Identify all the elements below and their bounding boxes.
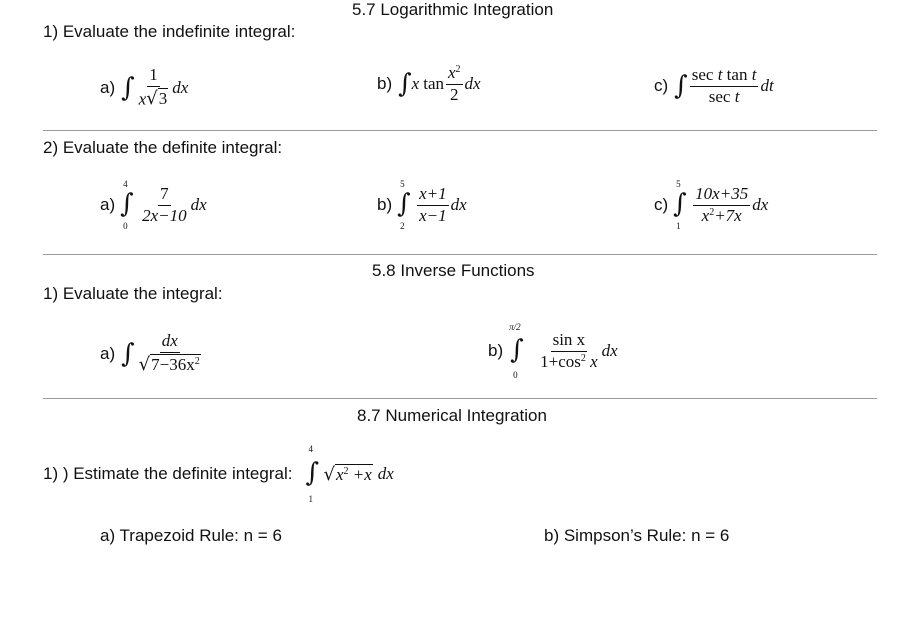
part-simpson: b) Simpson’s Rule: n = 6 <box>544 526 730 545</box>
prompt-estimate: 1) ) Estimate the definite integral: <box>43 464 293 483</box>
integral-sign-icon: ∫ <box>121 72 135 103</box>
section-title-8-7: 8.7 Numerical Integration <box>357 406 547 425</box>
problem-5-8-b: b) π/2 ∫ 0 $\frac{\text{sin x}}{1+\cos^2 x}$ dx <box>488 322 618 380</box>
problem-5-7-1a: a) ∫ 1 x √ 3 dx <box>100 65 189 110</box>
definite-integral-sign: 5 ∫ 1 <box>673 179 687 231</box>
integral-sign-icon: ∫ <box>305 458 320 488</box>
divider <box>43 130 877 131</box>
section-title-5-8: 5.8 Inverse Functions <box>372 261 535 280</box>
problem-5-7-1b: b) ∫ x tan $\frac{x^2}{2}$ dx <box>377 63 481 104</box>
integral-sign-icon: ∫ <box>673 189 687 219</box>
problem-2a: a) 4 ∫ 0 $\frac{7}{2x-10}$ dx <box>100 179 207 231</box>
prompt-integral: 1) Evaluate the integral: <box>43 284 223 303</box>
problem-label: c) <box>654 195 669 214</box>
section-title-5-7: 5.7 Logarithmic Integration <box>352 0 554 19</box>
problem-label: a) <box>100 77 116 97</box>
problem-label: a) <box>100 195 116 214</box>
divider <box>43 254 877 255</box>
fraction: $\frac{7}{2x-10}$ <box>142 183 187 225</box>
prompt-definite: 2) Evaluate the definite integral: <box>43 138 283 157</box>
fraction: $\frac{\text{sin x}}{1+\cos^2 x}$ <box>540 329 598 371</box>
definite-integral-sign: 4 ∫ 0 <box>120 179 134 231</box>
integral-sign-icon: ∫ <box>120 189 134 219</box>
problem-label: b) <box>377 74 393 94</box>
problem-8-7: 1) ) Estimate the definite integral: 4 ∫ 1 √ $x^2 +x$ dx <box>43 444 394 504</box>
fraction: $\frac{10x+35}{x^2+7x}$ <box>695 183 749 225</box>
fraction: 1 x √ 3 <box>138 65 168 110</box>
fraction: dx √ $7-36x^2$ <box>138 331 200 376</box>
fraction: $\frac{\text{sec t tan t}}{\text{sec t}}$ <box>691 65 757 106</box>
square-root: √ $x^2 +x$ <box>323 464 372 486</box>
part-trapezoid: a) Trapezoid Rule: n = 6 <box>100 526 282 545</box>
problem-2c: c) 5 ∫ 1 $\frac{10x+35}{x^2+7x}$ dx <box>654 179 769 231</box>
definite-integral-sign: π/2 ∫ 0 <box>509 322 524 380</box>
problem-5-7-1c: c) ∫ $\frac{\text{sec t tan t}}{\text{sec t}}$ dt <box>654 65 774 106</box>
problem-5-8-a <box>100 332 205 375</box>
integral-sign-icon: ∫ <box>398 69 412 100</box>
problem-label: c) <box>654 76 669 96</box>
prompt-indefinite: 1) Evaluate the indefinite integral: <box>43 22 296 41</box>
problem-label: a) <box>100 343 116 363</box>
divider <box>43 398 877 399</box>
integral-sign-icon: ∫ <box>121 338 135 369</box>
integral-sign-icon: ∫ <box>674 71 688 102</box>
integral-sign-icon: ∫ <box>510 335 524 365</box>
fraction: $\frac{x^2}{2}$ <box>448 63 461 104</box>
definite-integral-sign: 5 ∫ 2 <box>397 179 411 231</box>
definite-integral-sign: 4 ∫ 1 <box>305 444 320 504</box>
problem-2b: b) 5 ∫ 2 $\frac{x+1}{x-1}$ dx <box>377 179 467 231</box>
integral-sign-icon: ∫ <box>397 189 411 219</box>
problem-label: b) <box>488 341 504 360</box>
problem-label: b) <box>377 195 393 214</box>
fraction: $\frac{x+1}{x-1}$ <box>419 183 447 225</box>
